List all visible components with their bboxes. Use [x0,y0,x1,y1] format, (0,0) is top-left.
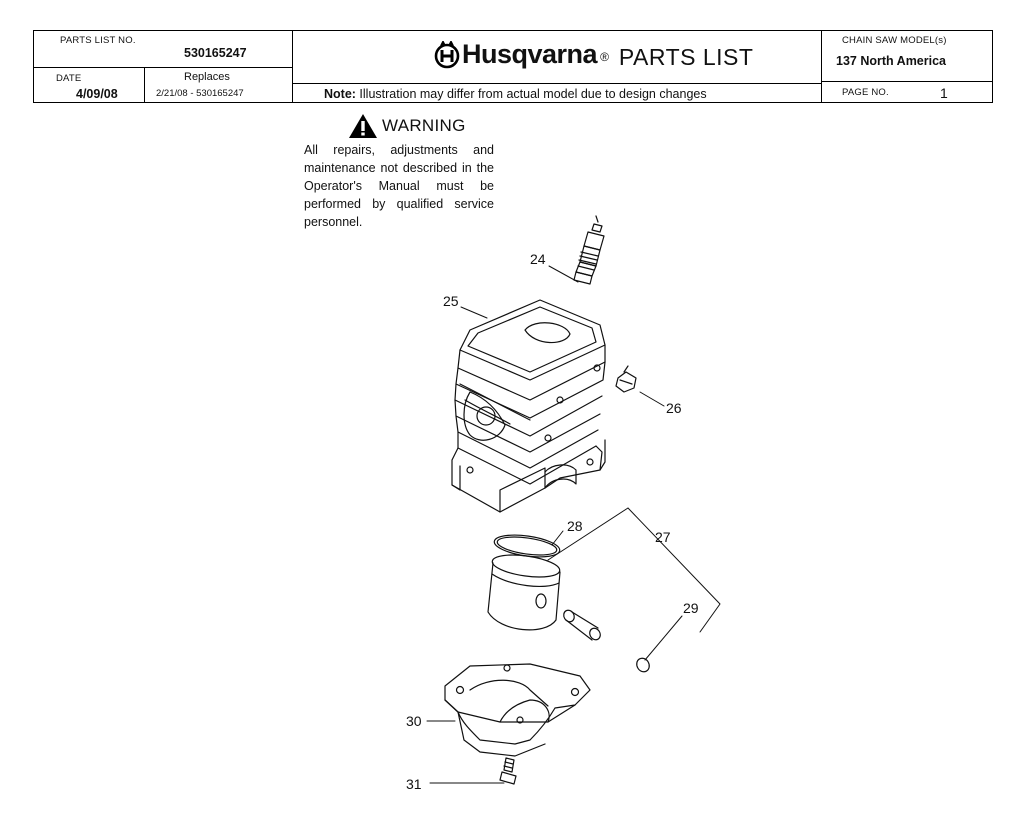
crankcase-cover-part [445,664,590,756]
spark-plug-part [574,216,604,284]
callout-26: 26 [666,400,682,416]
screw-part [500,758,516,784]
decompression-valve-part [616,366,636,392]
page-number: 1 [940,85,948,101]
callout-30: 30 [406,713,422,729]
piston-pin-part [562,608,603,641]
callout-24: 24 [530,251,546,267]
brand-name: Husqvarna [462,39,598,69]
callout-numbers [406,251,699,792]
note-prefix: Note: [324,87,356,101]
callout-27: 27 [655,529,671,545]
model-value: 137 North America [836,54,946,68]
warning-title: WARNING [382,116,466,135]
callout-28: 28 [567,518,583,534]
replaces-value: 2/21/08 - 530165247 [156,88,244,99]
page-label: PAGE NO. [842,87,889,98]
callout-31: 31 [406,776,422,792]
parts-list-number: 530165247 [184,46,247,60]
date-label: DATE [56,73,82,84]
warning-text: All repairs, adjustments and maintenance not described in the Operator's Manual must be performed by qualified service personnel. [304,143,494,229]
model-label: CHAIN SAW MODEL(s) [842,35,947,46]
date-value: 4/09/08 [76,87,118,101]
piston-part [488,551,561,630]
replaces-label: Replaces [184,71,230,83]
circlip-part [634,656,651,674]
note-text: Illustration may differ from actual model due to design changes [355,87,707,101]
parts-list-label: PARTS LIST NO. [60,35,136,46]
cylinder-part [452,300,605,512]
callout-29: 29 [683,600,699,616]
registered-mark: ® [600,49,609,64]
callout-25: 25 [443,293,459,309]
document-title: PARTS LIST [618,44,754,70]
